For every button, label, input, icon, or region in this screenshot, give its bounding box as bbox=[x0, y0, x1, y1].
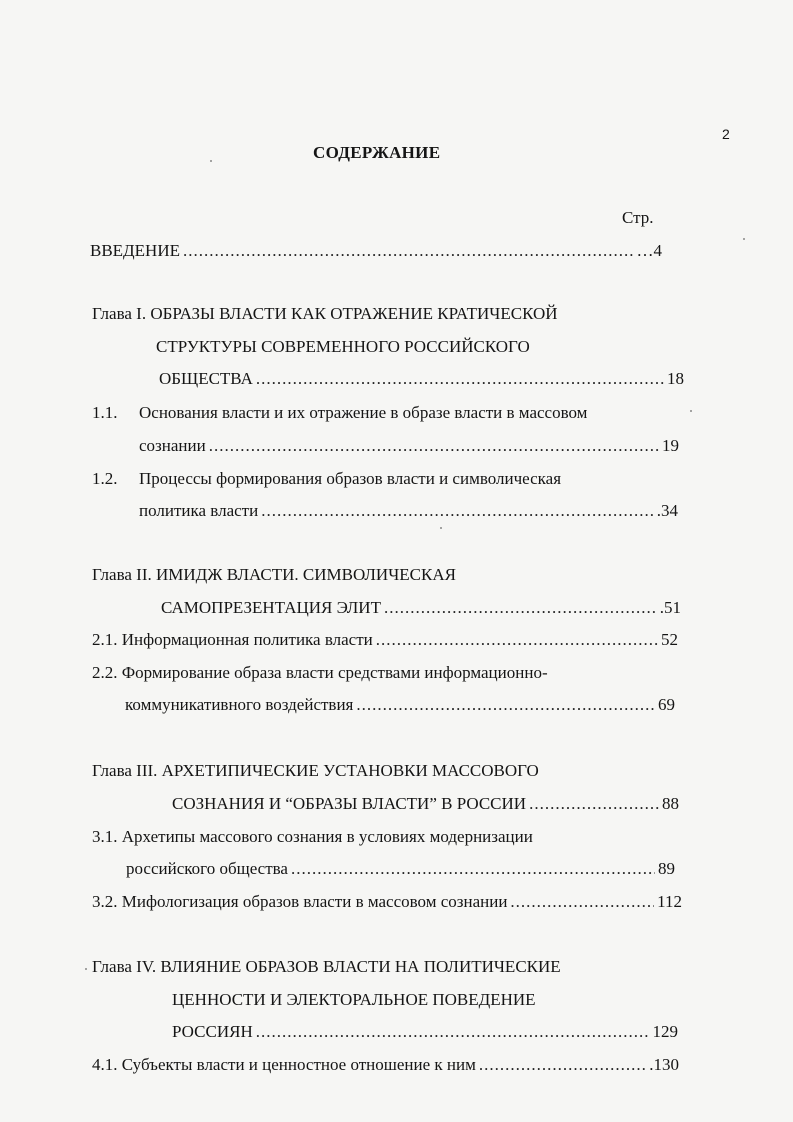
toc-page-number: …4 bbox=[636, 241, 662, 260]
section-1-2-line1: Процессы формирования образов власти и символическая bbox=[139, 469, 562, 488]
dot-leader bbox=[510, 892, 654, 912]
toc-entry-section-1-1 bbox=[139, 436, 679, 456]
toc-page-number: 19 bbox=[662, 436, 679, 455]
toc-entry-text: ОБЩЕСТВА bbox=[159, 369, 253, 388]
toc-entry-text: САМОПРЕЗЕНТАЦИЯ ЭЛИТ bbox=[161, 598, 381, 617]
page-number: 2 bbox=[722, 126, 730, 142]
toc-entry-chapter2 bbox=[161, 598, 681, 618]
dot-leader bbox=[356, 695, 655, 715]
section-1-1-number: 1.1. bbox=[92, 403, 118, 422]
toc-entry-text: РОССИЯН bbox=[172, 1022, 253, 1041]
toc-entry-text: 2.1. Информационная политика власти bbox=[92, 630, 373, 649]
toc-page-number: 89 bbox=[658, 859, 675, 878]
chapter4-title-line1: Глава IV. ВЛИЯНИЕ ОБРАЗОВ ВЛАСТИ НА ПОЛИТИЧЕСКИЕ bbox=[92, 957, 561, 976]
toc-page-number: 52 bbox=[661, 630, 678, 649]
scan-speck bbox=[690, 410, 692, 412]
toc-entry-section-3-2 bbox=[92, 892, 682, 912]
toc-entry-section-3-1 bbox=[126, 859, 675, 879]
toc-page-number: 129 bbox=[652, 1022, 678, 1041]
toc-entry-text: 4.1. Субъекты власти и ценностное отношение к ним bbox=[92, 1055, 476, 1074]
dot-leader bbox=[291, 859, 655, 879]
toc-entry-chapter3 bbox=[172, 794, 679, 814]
toc-entry-intro bbox=[90, 241, 662, 261]
toc-entry-text: сознании bbox=[139, 436, 206, 455]
dot-leader bbox=[529, 794, 659, 814]
toc-entry-chapter4 bbox=[172, 1022, 678, 1042]
dot-leader bbox=[183, 241, 634, 261]
dot-leader bbox=[256, 369, 664, 389]
dot-leader bbox=[479, 1055, 646, 1075]
scan-speck bbox=[85, 968, 87, 970]
toc-entry-text: политика власти bbox=[139, 501, 259, 520]
toc-page-number: .34 bbox=[656, 501, 678, 520]
section-2-2-line1: 2.2. Формирование образа власти средствами информационно- bbox=[92, 663, 548, 682]
scan-speck bbox=[440, 527, 442, 529]
toc-entry-section-1-2 bbox=[139, 501, 678, 521]
chapter1-title-line1: Глава I. ОБРАЗЫ ВЛАСТИ КАК ОТРАЖЕНИЕ КРАТИЧЕСКОЙ bbox=[92, 304, 558, 323]
toc-page-number: .51 bbox=[659, 598, 681, 617]
section-1-2-number: 1.2. bbox=[92, 469, 118, 488]
dot-leader bbox=[261, 501, 654, 521]
toc-page-number: .130 bbox=[649, 1055, 679, 1074]
toc-page-number: 112 bbox=[657, 892, 682, 911]
dot-leader bbox=[209, 436, 659, 456]
chapter4-title-line2: ЦЕННОСТИ И ЭЛЕКТОРАЛЬНОЕ ПОВЕДЕНИЕ bbox=[172, 990, 536, 1009]
page-title: СОДЕРЖАНИЕ bbox=[313, 143, 441, 162]
toc-entry-text: коммуникативного воздействия bbox=[125, 695, 354, 714]
toc-page-number: 18 bbox=[667, 369, 684, 388]
chapter2-title-line1: Глава II. ИМИДЖ ВЛАСТИ. СИМВОЛИЧЕСКАЯ bbox=[92, 565, 456, 584]
dot-leader bbox=[376, 630, 658, 650]
dot-leader bbox=[256, 1022, 650, 1042]
scan-speck bbox=[743, 238, 745, 240]
toc-entry-text: 3.2. Мифологизация образов власти в массовом сознании bbox=[92, 892, 508, 911]
dot-leader bbox=[384, 598, 657, 618]
toc-entry-section-2-2 bbox=[125, 695, 675, 715]
toc-page-number: 69 bbox=[658, 695, 675, 714]
pages-column-label: Стр. bbox=[622, 208, 654, 227]
toc-entry-section-4-1 bbox=[92, 1055, 679, 1075]
scan-speck bbox=[210, 160, 212, 162]
toc-entry-text: российского общества bbox=[126, 859, 288, 878]
toc-entry-text: СОЗНАНИЯ И “ОБРАЗЫ ВЛАСТИ” В РОССИИ bbox=[172, 794, 527, 813]
chapter1-title-line2: СТРУКТУРЫ СОВРЕМЕННОГО РОССИЙСКОГО bbox=[156, 337, 530, 356]
toc-entry-chapter1 bbox=[159, 369, 684, 389]
section-1-1-line1: Основания власти и их отражение в образе власти в массовом bbox=[139, 403, 588, 422]
toc-entry-section-2-1 bbox=[92, 630, 678, 650]
toc-page-number: 88 bbox=[662, 794, 679, 813]
toc-entry-text: ВВЕДЕНИЕ bbox=[90, 241, 180, 260]
section-3-1-line1: 3.1. Архетипы массового сознания в условиях модернизации bbox=[92, 827, 533, 846]
chapter3-title-line1: Глава III. АРХЕТИПИЧЕСКИЕ УСТАНОВКИ МАССОВОГО bbox=[92, 761, 539, 780]
